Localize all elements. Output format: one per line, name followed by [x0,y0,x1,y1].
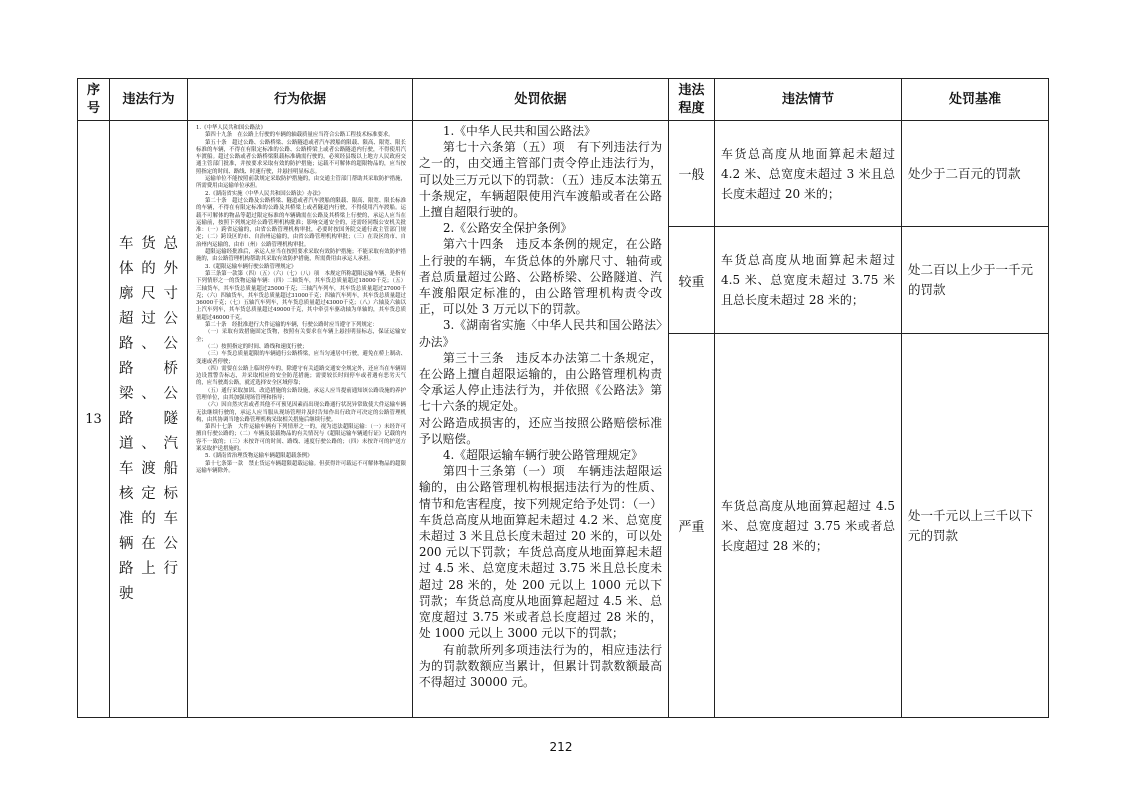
basis-line: （四）需要在公路上临时停车的，除遵守有关道路交通安全规定外，还应当在车辆周边设置警告标志，并采取相应的安全防范措施；需要较长时间停车或者遇有恶劣天气的，应当驶离公路，就近选择安全区域停靠； [196,365,406,387]
penalty-line: 4.《超限运输车辆行驶公路管理规定》 [443,448,644,463]
header-degree: 违法程度 [669,79,715,121]
header-standard: 处罚基准 [902,79,1049,121]
row-act: 车货总体的外廓尺寸超过公路、公路桥梁、公路隧道、汽车渡船核定标准的车辆在公路上行驶 [110,121,188,718]
level-general-detail: 车货总高度从地面算起未超过 4.2 米、总宽度未超过 3 米且总长度未超过 20 米的； [715,121,902,227]
penalty-line: 1.《中华人民共和国公路法》 [443,124,596,138]
header-seq: 序号 [78,79,110,121]
row-penalty [413,121,669,718]
penalty-line: 第四十三条第（一）项 车辆违法超限运输的，由公路管理机构根据违法行为的性质、情节和危害程度，按下列规定给予处罚：（一）车货总高度从地面算起未超过 4.2 米、总宽度未超过 3 米且总长度未超过 20 米的，可以处 200 元以下罚款；车货总高度从地面算起未超过 4.5 米、总宽度未超过 3.75 米且总长度未超过 28 米的，处 200 元以上 1000 元以下罚款；车货总高度从地面算起超过 4.5 米、总宽度超过 3.75 米或者总长度超过 28 米的，处 1000 元以上 3000 元以下的罚款； [419,464,662,641]
level-severe-degree: 严重 [669,334,715,718]
level-general-standard: 处少于二百元的罚款 [902,121,1049,227]
basis-line: 第二十条 经批准进行大件运输的车辆，行驶公路时应当遵守下列规定： [205,322,378,329]
basis-line: （二）按照指定的时间、路线和速度行驶； [205,343,308,350]
basis-line: 3.《超限运输车辆行驶公路管理规定》 [205,263,297,270]
level-general-degree: 一般 [669,121,715,227]
header-basis: 行为依据 [188,79,413,121]
penalty-line: 第三十三条 违反本办法第二十条规定，在公路上擅自超限运输的，由公路管理机构责令承运人停止违法行为，并依照《公路法》第七十六条的规定处。 [419,350,662,414]
header-penalty: 处罚依据 [413,79,669,121]
basis-line: 第三条第一款第（四）（五）（六）（七）（八）项 本规定所称超限运输车辆，是指有下列情形之一的货物运输车辆：（四）二轴货车，其车货总质量超过18000千克；（五）三轴货车，其车货总质量超过25000千克；三轴汽车列车，其车货总质量超过27000千克；（六）四轴货车，其车货总质量超过31000千克；四轴汽车列车，其车货总质量超过36000千克；（七）五轴汽车列车，其车货总质量超过43000千克；（八）六轴及六轴以上汽车列车，其车货总质量超过49000千克，其中牵引车驱动轴为单轴的，其车货总质量超过46000千克。 [196,270,406,321]
basis-line: 第四十九条 在公路上行驶的车辆的轴载质量应当符合公路工程技术标准要求。 [205,132,394,139]
level-severe-detail: 车货总高度从地面算起超过 4.5 米、总宽度超过 3.75 米或者总长度超过 28 米的； [715,334,902,718]
penalty-line: 第七十六条第（五）项 有下列违法行为之一的，由交通主管部门责令停止违法行为，可以处三万元以下的罚款：（五）违反本法第五十条规定，车辆超限使用汽车渡船或者在公路上擅自超限行驶的。 [419,140,662,220]
level-serious-degree: 较重 [669,227,715,334]
row-seq: 13 [78,121,110,718]
basis-line: 2.《湖南省实施〈中华人民共和国公路法〉办法》 [205,190,324,197]
page-number: 212 [549,740,573,754]
basis-line: （五）通行采取加固、改造措施的公路设施，承运人应当提前通知该公路设施的养护管理单位，由其加强现场管理和指导； [196,387,406,401]
basis-line: 5.《湖南省治理货物运输车辆超限超载条例》 [205,453,313,460]
penalty-table [77,78,1049,718]
basis-line: （三）车货总质量超限的车辆通行公路桥梁，应当匀速居中行驶，避免在桥上制动、变速或者停驶； [196,351,406,365]
penalty-line: 第六十四条 违反本条例的规定，在公路上行驶的车辆，车货总体的外廓尺寸、轴荷或者总质量超过公路、公路桥梁、公路隧道、汽车渡船限定标准的，由公路管理机构责令改正，可以处 3 万元以下的罚款。 [419,237,662,317]
table-row [78,121,1049,227]
basis-line: 超限运输经批准后，承运人应当在按照要求采取有效防护措施；不能采取有效防护措施的，由公路管理机构帮助其采取有效防护措施，所需费用由承运人承担。 [196,249,406,263]
basis-line: （一）采取有效措施固定货物，按照有关要求在车辆上悬挂明显标志，保证运输安全； [196,329,406,343]
penalty-line: 有前款所列多项违法行为的，相应违法行为的罚款数额应当累计，但累计罚款数额最高不得超过 30000 元。 [419,642,662,689]
header-detail: 违法情节 [715,79,902,121]
row-basis [188,121,413,718]
basis-line: 第五十条 超过公路、公路桥梁、公路隧道或者汽车渡船的限载、限高、限宽、限长标准的车辆，不得在有限定标准的公路、公路桥梁上或者公路隧道内行驶，不得使用汽车渡船。超过公路或者公路桥梁限载标准确需行驶的，必须经县级以上地方人民政府交通主管部门批准，并按要求采取有效的防护措施；运载不可解体的超限物品的，应当按照指定的时间、路线、时速行驶，并悬挂明显标志。 [196,139,406,175]
penalty-line: 2.《公路安全保护条例》 [443,221,573,236]
penalty-line: 对公路造成损害的，还应当按照公路赔偿标准予以赔偿。 [419,415,662,446]
level-severe-standard: 处一千元以上三千以下元的罚款 [902,334,1049,718]
basis-line: 运输单位不能按照前款规定采取防护措施的，由交通主管部门帮助其采取防护措施，所需费用由运输单位承担。 [196,176,406,190]
basis-line: （六）因自然灾害或者其他不可预见因素而出现公路通行状况异常致使大件运输车辆无法继续行驶的，承运人应当服从现场管理并及时告知作出行政许可决定的公路管理机构，由其协调当地公路管理机构采取相关措施后继续行驶。 [196,402,406,423]
level-serious-detail: 车货总高度从地面算起未超过 4.5 米、总宽度未超过 3.75 米且总长度未超过 28 米的； [715,227,902,334]
basis-line: 第二十条 超过公路及公路桥梁、隧道或者汽车渡船的限载、限高、限宽、限长标准的车辆，不得在有限定标准的公路及其桥梁上或者隧道内行驶，不得使用汽车渡船。运载不可解体的物品等超过限定标准的车辆确需在公路及其桥梁上行驶的，承运人应当在运输前，按照下列规定经公路管理机构批准；影响交通安全的，还需经同级公安机关批准：（一）跨省运输的，由省公路管理机构审批，必要时按国务院交通行政主管部门规定；（二）跨设区的市、自治州运输的，由省公路管理机构审批；（三）在设区的市、自治州内运输的，由市（州）公路管理机构审批。 [196,197,406,248]
basis-line: 第十七条第一款 禁止货运车辆超限超载运输。但获得许可载运不可解体物品的超限运输车辆除外。 [196,460,406,474]
basis-line: 1.《中华人民共和国公路法》 [196,125,266,131]
header-act: 违法行为 [110,79,188,121]
header-row [78,79,1049,121]
penalty-line: 3.《湖南省实施〈中华人民共和国公路法〉办法》 [419,318,662,349]
level-serious-standard: 处二百以上少于一千元的罚款 [902,227,1049,334]
basis-line: 第四十七条 大件运输车辆有下列情形之一的，视为违法超限运输：（一）未经许可擅自行驶公路的；（二）车辆及装载物品的有关情况与《超限运输车辆通行证》记载的内容不一致的；（三）未按许可的时间、路线、速度行驶公路的；（四）未按许可的护送方案采取护送措施的。 [196,424,406,453]
